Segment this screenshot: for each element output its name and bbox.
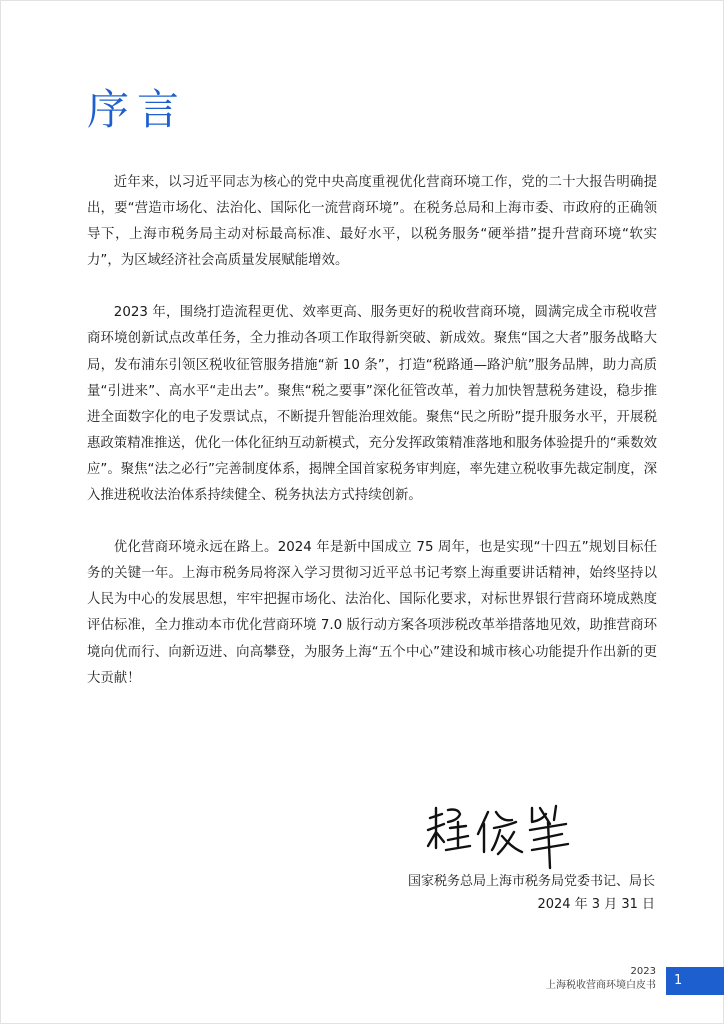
preface-body xyxy=(87,170,657,718)
paragraph-1: 近年来，以习近平同志为核心的党中央高度重视优化营商环境工作，党的二十大报告明确提出，要“营造市场化、法治化、国际化一流营商环境”。在税务总局和上海市委、市政府的正确领导下，上海市税务局主动对标最高标准、最好水平，以税务服务“硬举措”提升营商环境“软实力”，为区域经济社会高质量发展赋能增效。 xyxy=(87,175,657,269)
page-title: 序言 xyxy=(87,85,188,134)
signature-date: 2024 年 3 月 31 日 xyxy=(537,897,655,912)
page-number: 1 xyxy=(666,967,724,995)
handwritten-signature xyxy=(408,800,590,870)
footer-year: 2023 xyxy=(630,966,656,977)
paragraph-2: 2023 年，围绕打造流程更优、效率更高、服务更好的税收营商环境，圆满完成全市税收营商环境创新试点改革任务，全力推动各项工作取得新突破、新成效。聚焦“国之大者”服务战略大局，发布浦东引领区税收征管服务措施“新 10 条”，打造“税路通—路沪航”服务品牌，助力高质量“引进来”、高水平“走出去”。聚焦“税之要事”深化征管改革，着力加快智慧税务建设，稳步推进全面数字化的电子发票试点，不断提升智能治理效能。聚焦“民之所盼”提升服务水平，开展税惠政策精准推送，优化一体化征纳互动新模式，充分发挥政策精准落地和服务体验提升的“乘数效应”。聚焦“法之必行”完善制度体系，揭牌全国首家税务审判庭，率先建立税收事先裁定制度，深入推进税收法治体系持续健全、税务执法方式持续创新。 xyxy=(87,305,657,504)
footer xyxy=(546,965,656,993)
footer-book-title: 上海税收营商环境白皮书 xyxy=(546,980,656,991)
paragraph-3: 优化营商环境永远在路上。2024 年是新中国成立 75 周年，也是实现“十四五”规划目标任务的关键一年。上海市税务局将深入学习贯彻习近平总书记考察上海重要讲话精神，始终坚持以人民为中心的发展思想，牢牢把握市场化、法治化、国际化要求，对标世界银行营商环境成熟度评估标准，全力推动本市优化营商环境 7.0 版行动方案各项涉税改革举措落地见效，助推营商环境向优而行、向新迈进、向高攀登，为服务上海“五个中心”建设和城市核心功能提升作出新的更大贡献！ xyxy=(87,540,657,686)
signer-title: 国家税务总局上海市税务局党委书记、局长 xyxy=(407,874,655,889)
